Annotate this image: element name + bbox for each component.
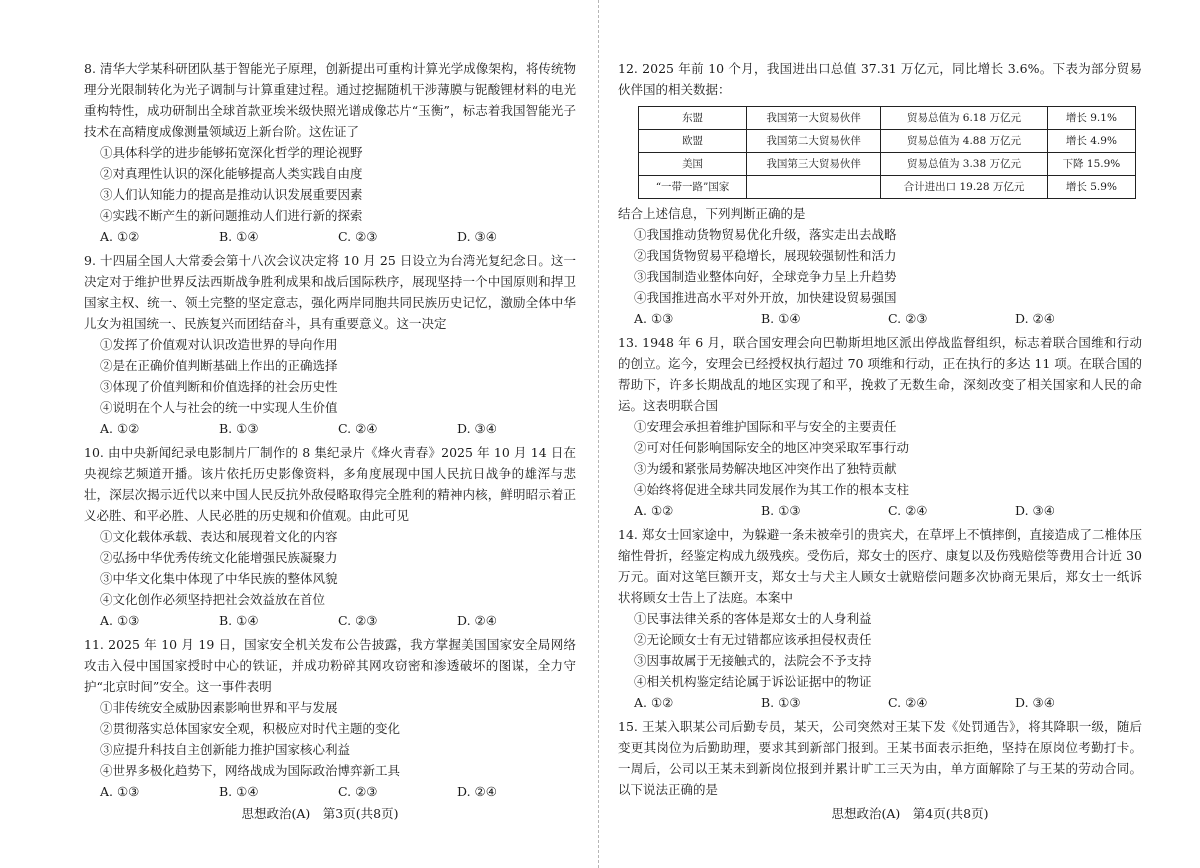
table-cell: 合计进出口 19.28 万亿元	[881, 176, 1048, 199]
table-cell: 美国	[639, 153, 747, 176]
question-11-stem: 11. 2025 年 10 月 19 日，国家安全机关发布公告披露，我方掌握美国国家安全局网络攻击入侵中国国家授时中心的铁证，并成功粉碎其网攻窃密和渗透破坏的图谋，全力守护“北京时间”安全。这一事件表明	[84, 637, 576, 694]
question-15	[618, 716, 1142, 800]
table-cell: 下降 15.9%	[1047, 153, 1135, 176]
question-12-stem: 12. 2025 年前 10 个月，我国进出口总值 37.31 万亿元，同比增长 3.6%。下表为部分贸易伙伴国的相关数据：	[618, 61, 1142, 97]
choice-a[interactable]: A. ①②	[100, 229, 140, 244]
table-cell: 我国第二大贸易伙伴	[747, 130, 881, 153]
choice-d[interactable]: D. ③④	[1015, 503, 1055, 518]
choice-d[interactable]: D. ②④	[457, 784, 497, 799]
choice-b[interactable]: B. ①④	[219, 784, 259, 799]
table-cell: 增长 4.9%	[1047, 130, 1135, 153]
question-14-option-2: ②无论顾女士有无过错都应该承担侵权责任	[634, 632, 872, 647]
question-15-stem: 15. 王某入职某公司后勤专员，某天，公司突然对王某下发《处罚通告》，将其降职一级，随后变更其岗位为后勤助理，要求其到新部门报到。王某书面表示拒绝，坚持在原岗位考勤打卡。一周后，公司以王某未到新岗位报到并累计旷工三天为由，单方面解除了与王某的劳动合同。以下说法正确的是	[618, 719, 1142, 797]
choice-d[interactable]: D. ②④	[1015, 311, 1055, 326]
question-12-choices	[618, 308, 1142, 329]
question-11-option-4: ④世界多极化趋势下，网络战成为国际政治博弈新工具	[100, 763, 401, 778]
question-10	[84, 442, 576, 631]
question-8	[84, 58, 576, 247]
question-13-option-1: ①安理会承担着维护国际和平与安全的主要责任	[634, 419, 897, 434]
choice-c[interactable]: C. ②④	[888, 503, 928, 518]
choice-c[interactable]: C. ②③	[338, 784, 378, 799]
question-8-option-2: ②对真理性认识的深化能够提高人类实践自由度	[100, 166, 363, 181]
question-8-option-4: ④实践不断产生的新问题推动人们进行新的探索	[100, 208, 363, 223]
choice-a[interactable]: A. ①③	[100, 613, 140, 628]
question-13-option-3: ③为缓和紧张局势解决地区冲突作出了独特贡献	[634, 461, 897, 476]
table-cell: 我国第三大贸易伙伴	[747, 153, 881, 176]
choice-c[interactable]: C. ②③	[338, 229, 378, 244]
choice-b[interactable]: B. ①③	[219, 421, 259, 436]
table-cell: 增长 5.9%	[1047, 176, 1135, 199]
question-12-lead: 结合上述信息，下列判断正确的是	[618, 206, 806, 221]
question-12-option-4: ④我国推进高水平对外开放，加快建设贸易强国	[634, 290, 897, 305]
question-8-stem: 8. 清华大学某科研团队基于智能光子原理，创新提出可重构计算光学成像架构，将传统物理分光限制转化为光子调制与计算重建过程。通过挖掘随机干涉薄膜与铌酸锂材料的电光重构特性，成功研制出全球首款亚埃米级快照光谱成像芯片“玉衡”，标志着我国智能光子技术在高精度成像测量领域迈上新台阶。这佐证了	[84, 61, 576, 139]
table-cell: 欧盟	[639, 130, 747, 153]
question-10-option-1: ①文化载体承载、表达和展现着文化的内容	[100, 529, 338, 544]
question-9	[84, 250, 576, 439]
question-11-choices	[84, 781, 576, 802]
question-10-choices	[84, 610, 576, 631]
question-11	[84, 634, 576, 802]
page-divider	[598, 0, 599, 868]
question-10-option-3: ③中华文化集中体现了中华民族的整体风貌	[100, 571, 338, 586]
question-9-option-4: ④说明在个人与社会的统一中实现人生价值	[100, 400, 338, 415]
question-12-option-3: ③我国制造业整体向好，全球竞争力呈上升趋势	[634, 269, 897, 284]
choice-c[interactable]: C. ②④	[888, 695, 928, 710]
question-8-option-1: ①具体科学的进步能够拓宽深化哲学的理论视野	[100, 145, 363, 160]
choice-b[interactable]: B. ①④	[761, 311, 801, 326]
table-cell: 贸易总值为 6.18 万亿元	[881, 107, 1048, 130]
question-10-option-2: ②弘扬中华优秀传统文化能增强民族凝聚力	[100, 550, 338, 565]
table-cell: “一带一路”国家	[639, 176, 747, 199]
table-cell: 增长 9.1%	[1047, 107, 1135, 130]
table-cell: 东盟	[639, 107, 747, 130]
question-14-option-3: ③因事故属于无接触式的，法院会不予支持	[634, 653, 872, 668]
question-10-option-4: ④文化创作必须坚持把社会效益放在首位	[100, 592, 326, 607]
choice-d[interactable]: D. ②④	[457, 613, 497, 628]
table-cell: 我国第一大贸易伙伴	[747, 107, 881, 130]
question-8-option-3: ③人们认知能力的提高是推动认识发展重要因素	[100, 187, 363, 202]
choice-b[interactable]: B. ①③	[761, 695, 801, 710]
choice-d[interactable]: D. ③④	[457, 421, 497, 436]
choice-a[interactable]: A. ①②	[634, 695, 674, 710]
question-11-option-1: ①非传统安全威胁因素影响世界和平与发展	[100, 700, 338, 715]
choice-a[interactable]: A. ①②	[634, 503, 674, 518]
page-3-footer: 思想政治(A) 第3页(共8页)	[241, 806, 399, 821]
question-12	[618, 58, 1142, 329]
question-13-option-2: ②可对任何影响国际安全的地区冲突采取军事行动	[634, 440, 910, 455]
choice-d[interactable]: D. ③④	[1015, 695, 1055, 710]
question-14-choices	[618, 692, 1142, 713]
choice-a[interactable]: A. ①③	[634, 311, 674, 326]
question-13	[618, 332, 1142, 521]
table-row	[639, 130, 1136, 153]
question-14-stem: 14. 郑女士回家途中，为躲避一条未被牵引的贵宾犬，在草坪上不慎摔倒，直接造成了二椎体压缩性骨折，经鉴定构成九级残疾。受伤后，郑女士的医疗、康复以及伤残赔偿等费用合计近 30 万元。面对这笔巨额开支，郑女士与犬主人顾女士就赔偿问题多次协商无果后，郑女士一纸诉状将顾女士告上了法庭。本案中	[618, 527, 1142, 605]
table-cell: 贸易总值为 3.38 万亿元	[881, 153, 1048, 176]
choice-a[interactable]: A. ①②	[100, 421, 140, 436]
table-cell	[747, 176, 881, 199]
choice-b[interactable]: B. ①④	[219, 613, 259, 628]
table-row	[639, 107, 1136, 130]
choice-c[interactable]: C. ②③	[338, 613, 378, 628]
table-cell: 贸易总值为 4.88 万亿元	[881, 130, 1048, 153]
question-9-choices	[84, 418, 576, 439]
question-11-option-3: ③应提升科技自主创新能力推护国家核心利益	[100, 742, 351, 757]
page-4	[600, 0, 1200, 868]
page-4-content	[618, 58, 1142, 800]
table-row	[639, 153, 1136, 176]
page-4-footer: 思想政治(A) 第4页(共8页)	[831, 806, 989, 821]
choice-c[interactable]: C. ②④	[338, 421, 378, 436]
page-3-content	[84, 58, 576, 802]
question-9-option-1: ①发挥了价值观对认识改造世界的导向作用	[100, 337, 338, 352]
question-14-option-1: ①民事法律关系的客体是郑女士的人身利益	[634, 611, 872, 626]
question-13-stem: 13. 1948 年 6 月，联合国安理会向巴勒斯坦地区派出停战监督组织，标志着联合国维和行动的创立。迄今，安理会已经授权执行超过 70 项维和行动，正在执行的多达 11 项。在联合国的帮助下，许多长期战乱的地区实现了和平，挽救了无数生命，深刻改变了相关国家和人民的命运。这表明联合国	[618, 335, 1142, 413]
choice-d[interactable]: D. ③④	[457, 229, 497, 244]
choice-c[interactable]: C. ②③	[888, 311, 928, 326]
question-12-option-2: ②我国货物贸易平稳增长，展现较强韧性和活力	[634, 248, 897, 263]
question-13-option-4: ④始终将促进全球共同发展作为其工作的根本支柱	[634, 482, 910, 497]
question-9-option-2: ②是在正确价值判断基础上作出的正确选择	[100, 358, 338, 373]
choice-b[interactable]: B. ①④	[219, 229, 259, 244]
question-12-option-1: ①我国推动货物贸易优化升级，落实走出去战略	[634, 227, 897, 242]
question-14-option-4: ④相关机构鉴定结论属于诉讼证据中的物证	[634, 674, 872, 689]
trade-partners-table	[638, 106, 1136, 199]
choice-b[interactable]: B. ①③	[761, 503, 801, 518]
question-9-stem: 9. 十四届全国人大常委会第十八次会议决定将 10 月 25 日设立为台湾光复纪念日。这一决定对于维护世界反法西斯战争胜利成果和战后国际秩序，展现坚持一个中国原则和捍卫国家主权、统一、领土完整的坚定意志，强化两岸同胞共同民族历史记忆，激励全体中华儿女为祖国统一、民族复兴而团结奋斗，具有重要意义。这一决定	[84, 253, 576, 331]
question-10-stem: 10. 由中央新闻纪录电影制片厂制作的 8 集纪录片《烽火青春》2025 年 10 月 14 日在央视综艺频道开播。该片依托历史影像资料，多角度展现中国人民抗日战争的雄浑与悲壮，深层次揭示近代以来中国人民反抗外敌侵略取得完全胜利的精神内核，鲜明昭示着正义必胜、和平必胜、人民必胜的历史规和价值观。由此可见	[84, 445, 576, 523]
question-9-option-3: ③体现了价值判断和价值选择的社会历史性	[100, 379, 338, 394]
choice-a[interactable]: A. ①③	[100, 784, 140, 799]
question-14	[618, 524, 1142, 713]
question-13-choices	[618, 500, 1142, 521]
question-11-option-2: ②贯彻落实总体国家安全观，积极应对时代主题的变化	[100, 721, 401, 736]
table-row	[639, 176, 1136, 199]
question-8-choices	[84, 226, 576, 247]
